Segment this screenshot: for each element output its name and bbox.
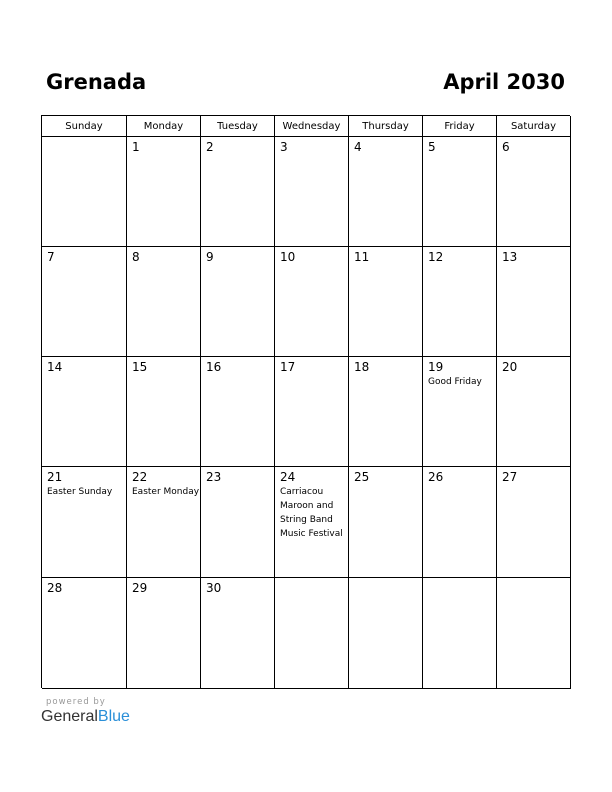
day-number: 25: [354, 470, 370, 484]
day-number: 21: [47, 470, 63, 484]
holiday-label: Carriacou Maroon and String Band Music Festival: [280, 487, 343, 539]
month-title: April 2030: [443, 70, 565, 94]
empty-day-cell: [275, 578, 349, 689]
day-cell-2: [201, 137, 275, 247]
calendar-grid: [41, 115, 570, 688]
holiday-label: Good Friday: [428, 377, 482, 387]
day-number: 10: [280, 250, 296, 264]
day-number: 16: [206, 360, 222, 374]
day-cell-22: [127, 467, 201, 578]
day-number: 24: [280, 470, 296, 484]
day-cell-13: [497, 247, 571, 357]
day-number: 27: [502, 470, 518, 484]
weekday-header-wednesday: Wednesday: [275, 116, 349, 137]
generalblue-logo[interactable]: [41, 708, 130, 726]
day-number: 11: [354, 250, 370, 264]
day-number: 29: [132, 581, 148, 595]
day-number: 3: [280, 140, 288, 154]
day-number: 30: [206, 581, 222, 595]
day-number: 5: [428, 140, 436, 154]
weekday-header-thursday: Thursday: [349, 116, 423, 137]
day-number: 18: [354, 360, 370, 374]
country-title: Grenada: [46, 70, 147, 94]
day-cell-9: [201, 247, 275, 357]
weekday-header-sunday: Sunday: [42, 116, 127, 137]
day-number: 6: [502, 140, 510, 154]
day-number: 20: [502, 360, 518, 374]
day-cell-1: [127, 137, 201, 247]
day-number: 2: [206, 140, 214, 154]
day-cell-15: [127, 357, 201, 467]
weekday-header-tuesday: Tuesday: [201, 116, 275, 137]
day-cell-25: [349, 467, 423, 578]
day-cell-27: [497, 467, 571, 578]
day-number: 8: [132, 250, 140, 264]
day-cell-7: [42, 247, 127, 357]
day-number: 19: [428, 360, 444, 374]
day-number: 28: [47, 581, 63, 595]
holiday-label: Easter Monday: [132, 487, 200, 497]
day-number: 1: [132, 140, 140, 154]
day-cell-18: [349, 357, 423, 467]
day-cell-4: [349, 137, 423, 247]
day-cell-14: [42, 357, 127, 467]
day-cell-28: [42, 578, 127, 689]
day-number: 13: [502, 250, 518, 264]
empty-day-cell: [497, 578, 571, 689]
day-cell-8: [127, 247, 201, 357]
day-cell-20: [497, 357, 571, 467]
weekday-header-friday: Friday: [423, 116, 497, 137]
day-cell-5: [423, 137, 497, 247]
day-number: 26: [428, 470, 444, 484]
logo-general-text: General: [41, 708, 98, 725]
day-cell-21: [42, 467, 127, 578]
day-cell-24: [275, 467, 349, 578]
day-number: 4: [354, 140, 362, 154]
day-number: 22: [132, 470, 148, 484]
day-number: 9: [206, 250, 214, 264]
day-cell-17: [275, 357, 349, 467]
holiday-label: Easter Sunday: [47, 487, 113, 497]
day-cell-26: [423, 467, 497, 578]
day-number: 23: [206, 470, 222, 484]
empty-day-cell: [42, 137, 127, 247]
logo-blue-text: Blue: [97, 708, 130, 725]
day-cell-30: [201, 578, 275, 689]
day-cell-10: [275, 247, 349, 357]
day-cell-12: [423, 247, 497, 357]
day-cell-19: [423, 357, 497, 467]
weekday-header-saturday: Saturday: [497, 116, 571, 137]
day-number: 14: [47, 360, 63, 374]
empty-day-cell: [349, 578, 423, 689]
day-number: 12: [428, 250, 444, 264]
day-number: 7: [47, 250, 55, 264]
weekday-header-monday: Monday: [127, 116, 201, 137]
day-cell-6: [497, 137, 571, 247]
day-cell-29: [127, 578, 201, 689]
powered-by-label: powered by: [46, 697, 106, 707]
day-number: 17: [280, 360, 296, 374]
day-cell-23: [201, 467, 275, 578]
empty-day-cell: [423, 578, 497, 689]
day-cell-16: [201, 357, 275, 467]
day-cell-11: [349, 247, 423, 357]
day-number: 15: [132, 360, 148, 374]
day-cell-3: [275, 137, 349, 247]
